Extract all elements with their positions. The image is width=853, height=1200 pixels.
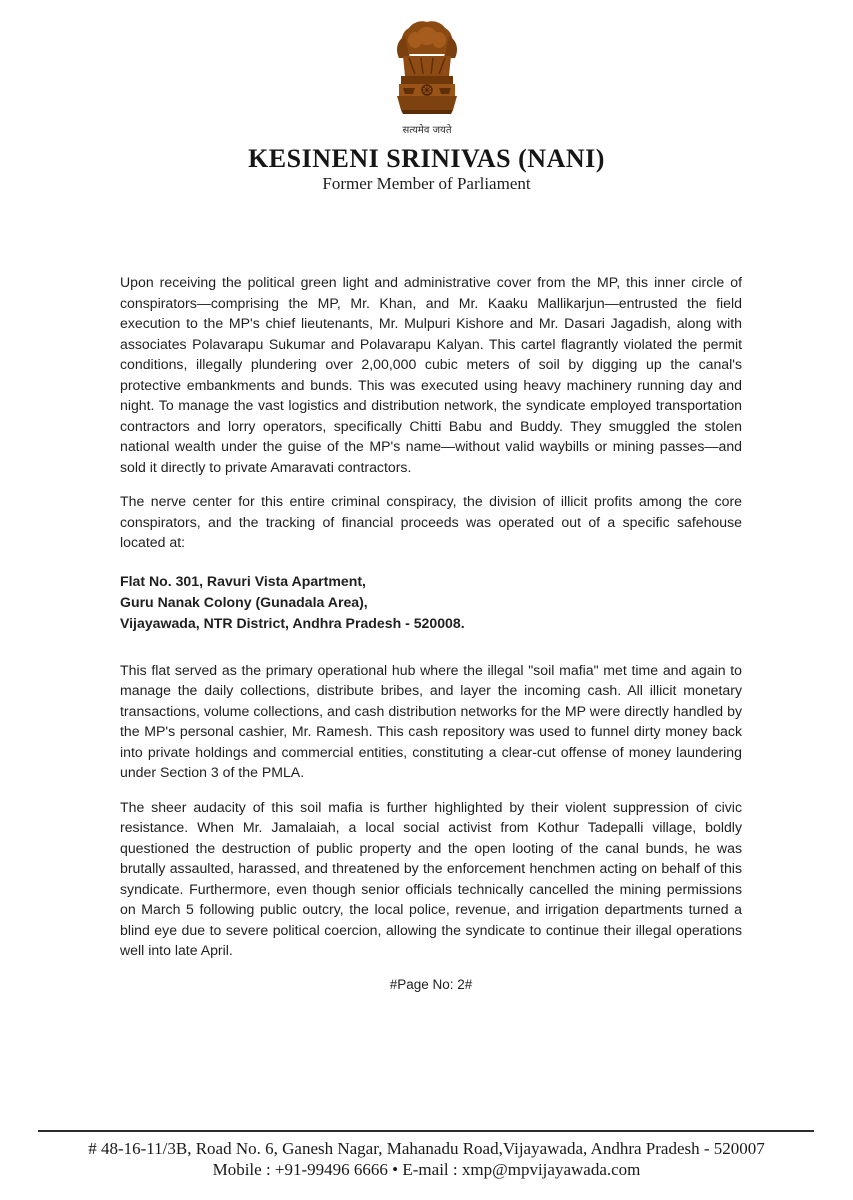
address-line: Guru Nanak Colony (Gunadala Area), [120,593,368,610]
emblem-motto: सत्यमेव जयते [402,125,452,136]
paragraph: The nerve center for this entire criminal conspiracy, the division of illicit profits among the core conspirators, and the tracking of financial proceeds was operated out of a specific safehouse located at: [120,493,742,550]
safehouse-address [120,571,742,634]
footer-address: # 48-16-11/3B, Road No. 6, Ganesh Nagar, Mahanadu Road,Vijayawada, Andhra Pradesh - 520007 [88,1139,765,1158]
letter-body [120,272,742,995]
letterhead-title: Former Member of Parliament [322,174,531,193]
letterhead-name: KESINENI SRINIVAS (NANI) [248,144,605,173]
page-number: #Page No: 2# [389,976,473,992]
national-emblem [385,14,469,134]
footer-divider [38,1130,814,1132]
lion-capital-icon [385,14,469,118]
address-line: Vijayawada, NTR District, Andhra Pradesh - 520008. [120,614,465,631]
paragraph: The sheer audacity of this soil mafia is further highlighted by their violent suppression of civic resistance. When Mr. Jamalaiah, a local social activist from Kothur Tadepalli village, boldly questioned the destruction of public property and the open looting of the canal bunds, he was brutally assaulted, harassed, and threatened by the enforcement henchmen acting on behalf of this syndicate. Furthermore, even though senior officials technically cancelled the mining permissions on March 5 following public outcry, the local police, revenue, and irrigation departments turned a blind eye due to severe political coercion, allowing the syndicate to continue their illegal operations well into late April. [120,798,742,958]
address-line: Flat No. 301, Ravuri Vista Apartment, [120,572,366,589]
footer-contact: Mobile : +91-99496 6666 • E-mail : xmp@mpvijayawada.com [212,1160,641,1179]
paragraph: Upon receiving the political green light and administrative cover from the MP, this inner circle of conspirators—comprising the MP, Mr. Khan, and Mr. Kaaku Mallikarjun—entrusted the field execution to the MP's chief lieutenants, Mr. Mulpuri Kishore and Mr. Dasari Jagadish, along with associates Polavarapu Sukumar and Polavarapu Kalyan. This cartel flagrantly violated the permit conditions, illegally plundering over 2,00,000 cubic meters of soil by digging up the canal's protective embankments and bunds. This was executed using heavy machinery running day and night. To manage the vast logistics and distribution network, the syndicate employed transportation contractors and lorry operators, specifically Chitti Babu and Buddy. They smuggled the stolen national wealth under the guise of the MP's name—without valid waybills or mining passes—and sold it directly to private Amaravati contractors. [120,274,742,475]
paragraph: This flat served as the primary operational hub where the illegal "soil mafia" met time and again to manage the daily collections, distribute bribes, and layer the incoming cash. All illicit monetary transactions, volume collections, and cash distribution networks for the MP were directly handled by the MP's personal cashier, Mr. Ramesh. This cash repository was used to funnel dirty money back into private holdings and commercial entities, constituting a clear-cut offense of money laundering under Section 3 of the PMLA. [120,661,742,780]
